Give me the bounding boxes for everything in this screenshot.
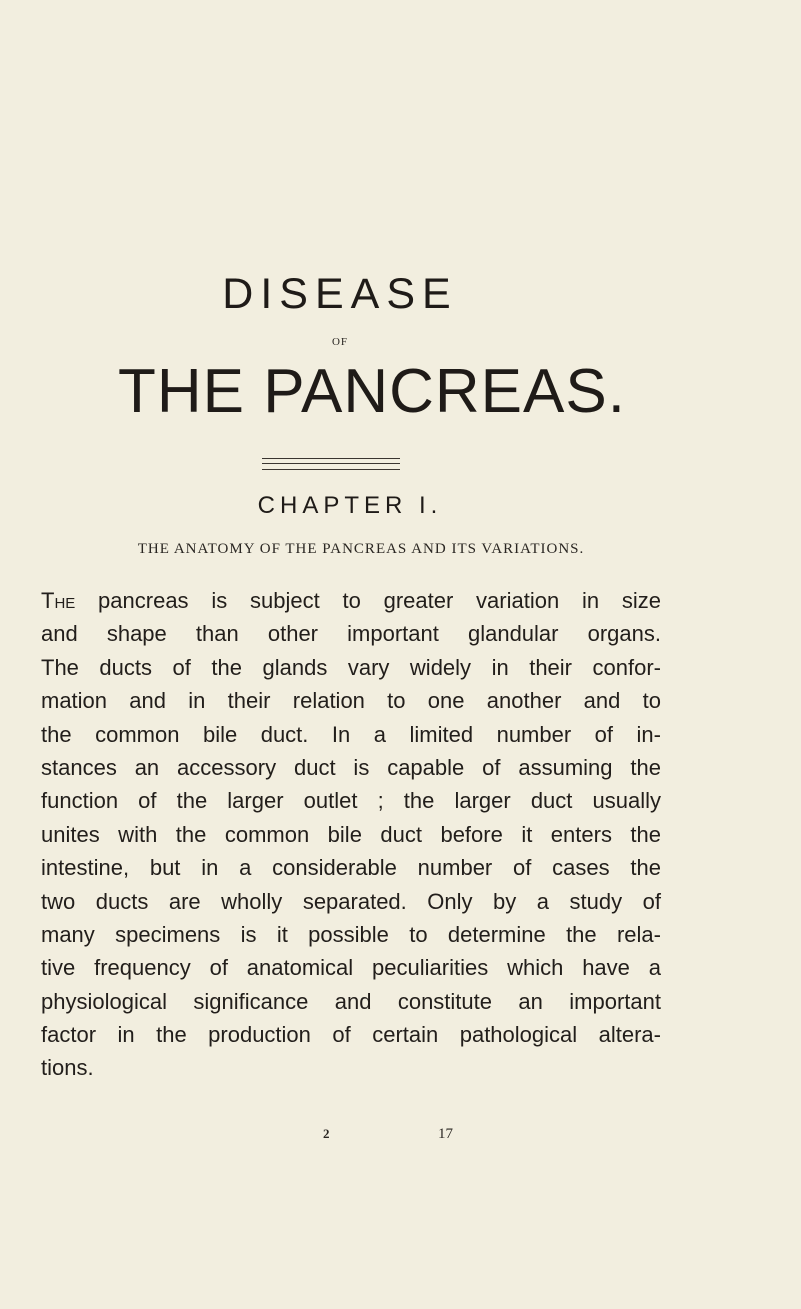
body-paragraph bbox=[41, 588, 661, 1089]
chapter-heading: CHAPTER I. bbox=[257, 492, 443, 519]
body-line: unites with the common bile duct before it enters the bbox=[41, 821, 661, 847]
chapter-subheading: THE ANATOMY OF THE PANCREAS AND ITS VARIATIONS. bbox=[137, 541, 585, 557]
body-line: factor in the production of certain pathological altera- bbox=[41, 1022, 661, 1048]
body-line: intestine, but in a considerable number of cases the bbox=[41, 855, 661, 881]
body-line: function of the larger outlet ; the larger duct usually bbox=[41, 788, 661, 814]
title-disease: DISEASE bbox=[222, 270, 458, 318]
body-line: tive frequency of anatomical peculiarities which have a bbox=[41, 955, 661, 981]
body-line: The ducts of the glands vary widely in their confor- bbox=[41, 654, 661, 680]
body-line-text: pancreas is subject to greater variation in size bbox=[75, 588, 661, 613]
body-line: mation and in their relation to one another and to bbox=[41, 688, 661, 714]
body-line: the common bile duct. In a limited number of in- bbox=[41, 721, 661, 747]
body-line: and shape than other important glandular organs. bbox=[41, 621, 661, 647]
signature-mark: 2 bbox=[323, 1126, 330, 1141]
title-pancreas: THE PANCREAS. bbox=[118, 357, 626, 426]
opening-word: The bbox=[41, 588, 76, 613]
body-line: tions. bbox=[41, 1055, 94, 1081]
body-line: stances an accessory duct is capable of assuming the bbox=[41, 754, 661, 780]
page-footer bbox=[0, 1126, 801, 1152]
title-of: OF bbox=[331, 336, 349, 348]
body-line bbox=[41, 588, 661, 621]
body-line: two ducts are wholly separated. Only by a study of bbox=[41, 888, 661, 914]
body-line: many specimens is it possible to determine the rela- bbox=[41, 921, 661, 947]
body-line: physiological significance and constitute an important bbox=[41, 988, 661, 1014]
page-number: 17 bbox=[438, 1126, 453, 1142]
decorative-double-rule bbox=[262, 458, 400, 470]
